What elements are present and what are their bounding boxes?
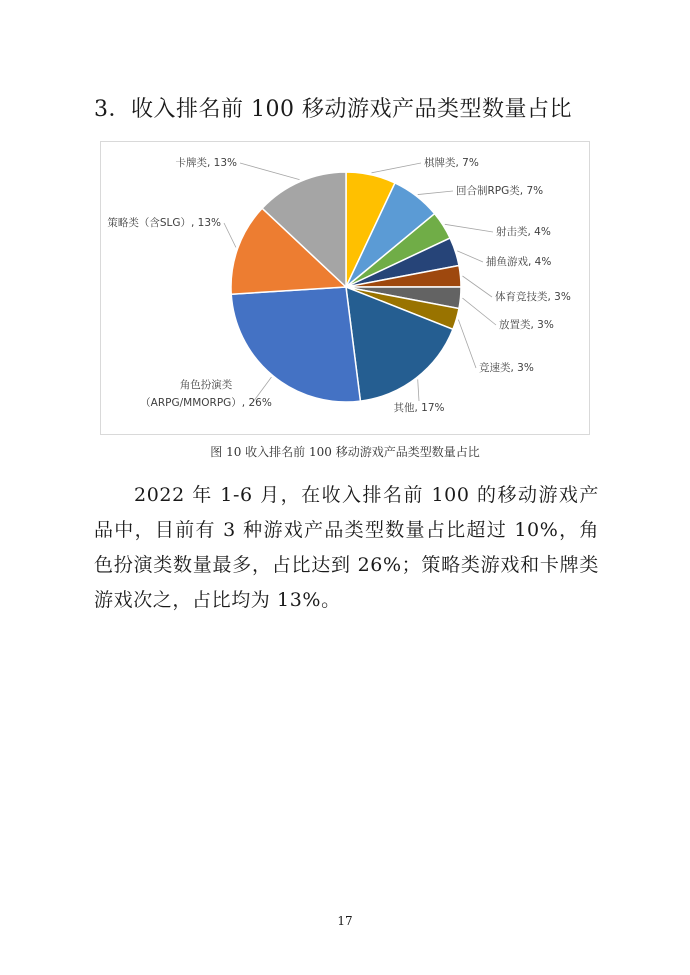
leader-line bbox=[458, 320, 476, 368]
leader-line bbox=[224, 223, 236, 247]
slice-label: 放置类, 3% bbox=[499, 319, 554, 331]
slice-label: 竞速类, 3% bbox=[479, 362, 534, 374]
page-number: 17 bbox=[337, 914, 353, 928]
slice-label: 棋牌类, 7% bbox=[424, 157, 479, 169]
leader-line bbox=[462, 298, 496, 325]
leader-line bbox=[372, 163, 421, 173]
leader-line bbox=[457, 251, 483, 262]
pie-slice bbox=[231, 287, 360, 402]
leader-line bbox=[418, 379, 419, 401]
slice-label: 卡牌类, 13% bbox=[175, 157, 237, 169]
leader-line bbox=[462, 276, 492, 297]
slice-label: 回合制RPG类, 7% bbox=[456, 185, 544, 197]
slice-label: 捕鱼游戏, 4% bbox=[486, 256, 552, 268]
paragraph-text: 2022 年 1-6 月，在收入排名前 100 的移动游戏产品中，目前有 3 种游戏产品类型数量占比超过 10%，角色扮演类数量最多，占比达到 26%；策略类游戏和卡牌类游戏次之，占比均为 13%。 bbox=[94, 484, 599, 611]
pie-chart bbox=[101, 142, 589, 434]
body-paragraph bbox=[94, 478, 599, 618]
leader-line bbox=[240, 163, 300, 180]
slice-label: 角色扮演类（ARPG/MMORPG）, 26% bbox=[140, 379, 272, 409]
section-heading: 3．收入排名前 100 移动游戏产品类型数量占比 bbox=[94, 97, 572, 122]
slice-label: 策略类（含SLG）, 13% bbox=[107, 217, 221, 229]
slice-label: 其他, 17% bbox=[393, 402, 445, 414]
leader-line bbox=[445, 224, 493, 232]
slice-label: 射击类, 4% bbox=[496, 226, 551, 238]
pie-chart-frame bbox=[100, 141, 590, 435]
slice-label: 体育竞技类, 3% bbox=[495, 291, 571, 303]
leader-line bbox=[418, 191, 453, 195]
figure-caption: 图 10 收入排名前 100 移动游戏产品类型数量占比 bbox=[210, 445, 480, 459]
